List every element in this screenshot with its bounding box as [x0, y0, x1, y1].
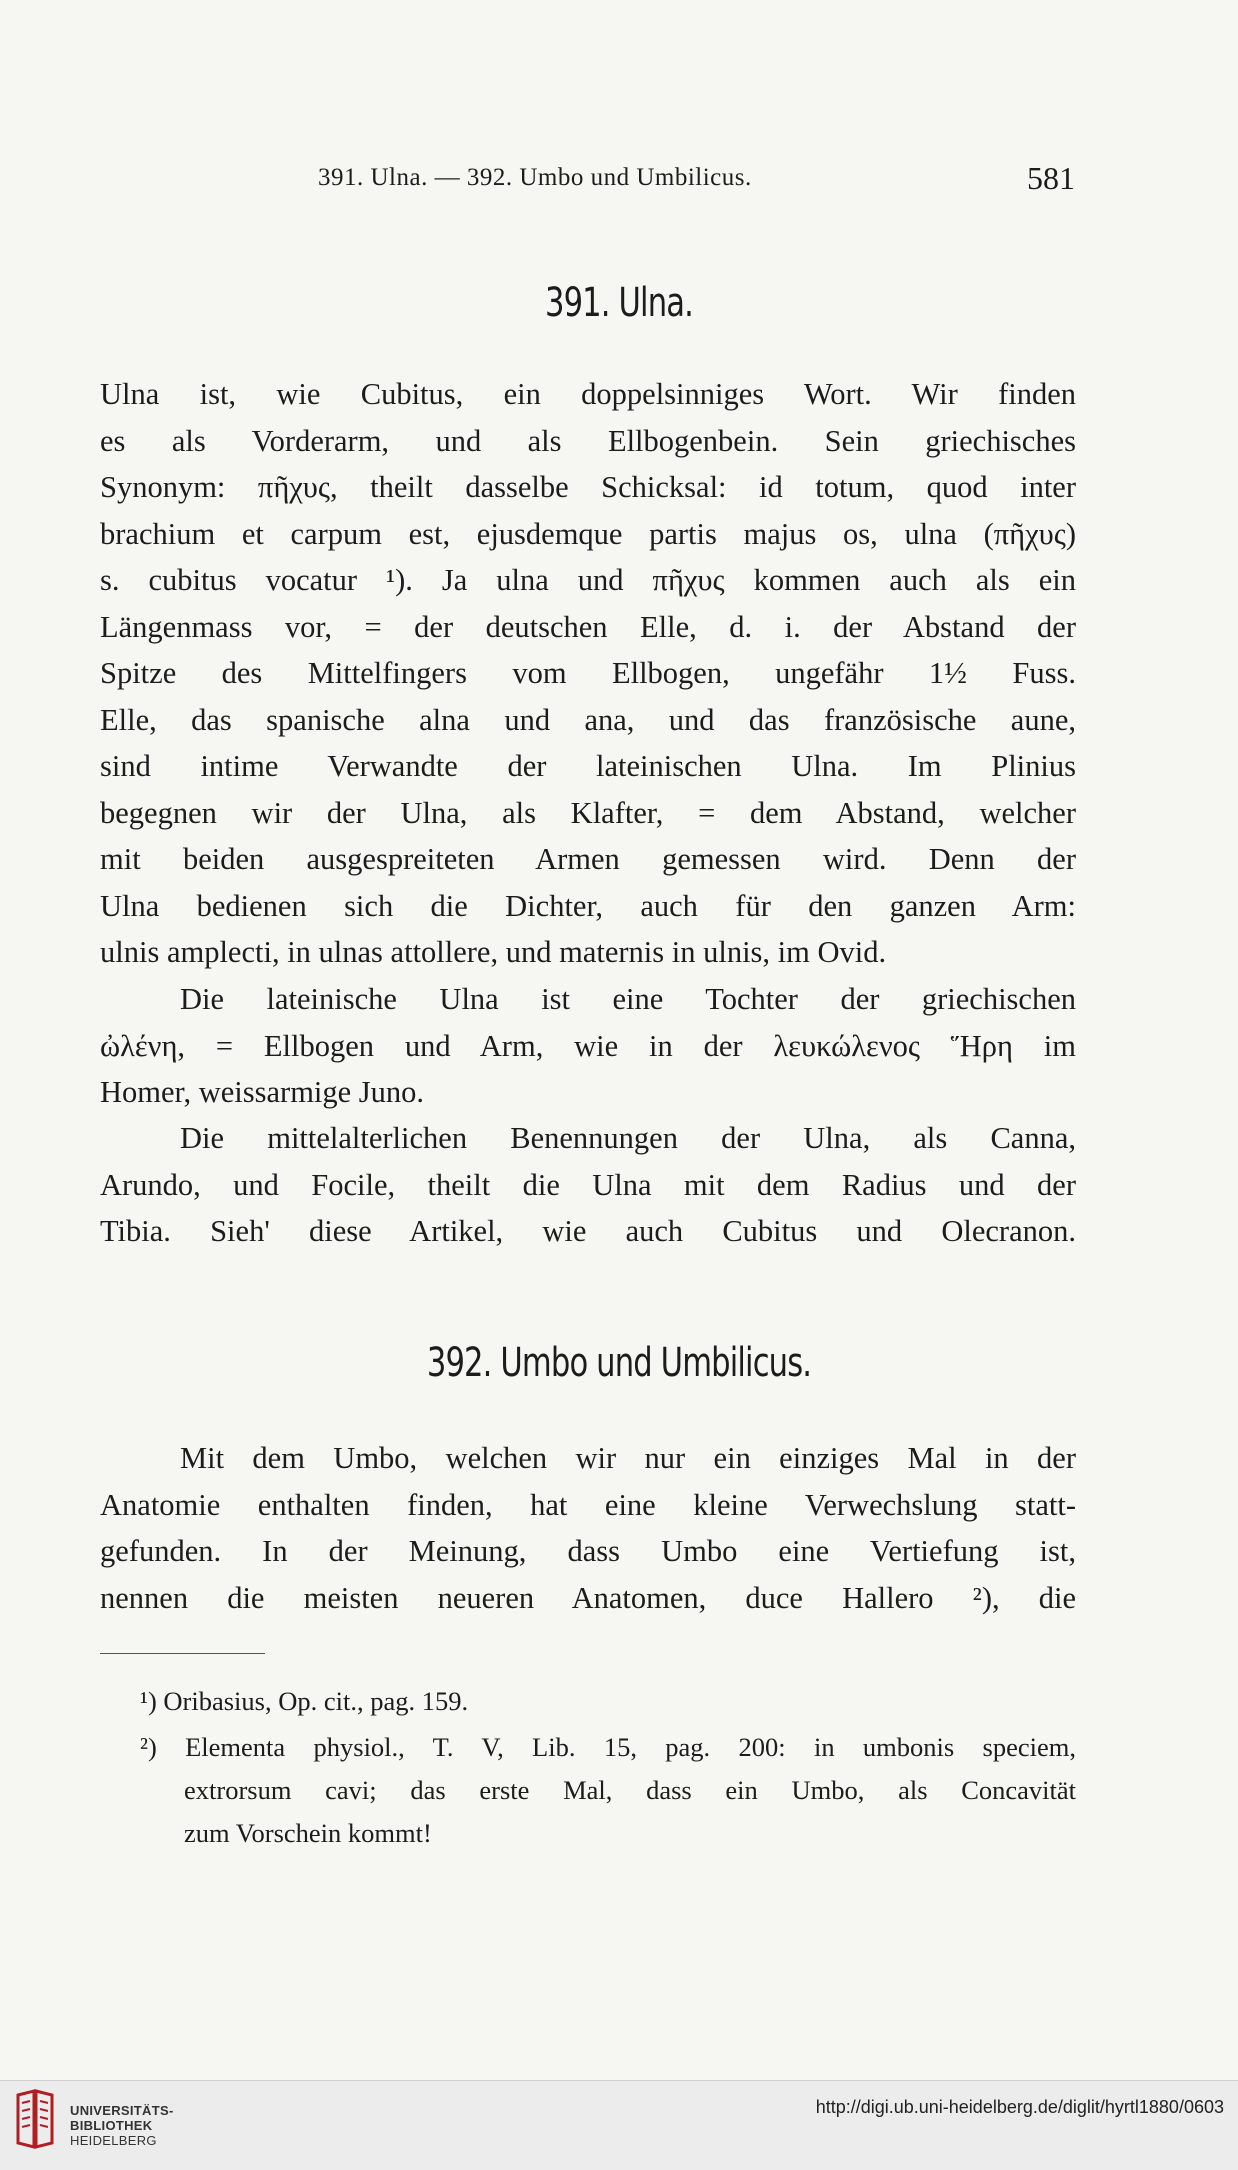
footnote-2: [100, 1726, 1076, 1855]
library-name-line: BIBLIOTHEK: [70, 2118, 153, 2133]
library-name-line: UNIVERSITÄTS-: [70, 2103, 174, 2118]
section-392-paragraph-1: [100, 1435, 1076, 1621]
text-line: Spitze des Mittelfingers vom Ellbogen, ungefähr 1½ Fuss.: [100, 656, 1076, 690]
text-line: Synonym: πῆχυς, theilt dasselbe Schicksal: id totum, quod inter: [100, 470, 1076, 504]
section-391-paragraph-3: [100, 1115, 1076, 1255]
library-name-line: HEIDELBERG: [70, 2133, 157, 2148]
section-391-paragraph-2: [100, 976, 1076, 1116]
section-391-heading: 391. Ulna.: [544, 280, 694, 326]
text-line: Mit dem Umbo, welchen wir nur ein einziges Mal in der: [180, 1441, 1076, 1475]
section-391-paragraph-1: [100, 371, 1076, 976]
permalink-url[interactable]: http://digi.ub.uni-heidelberg.de/diglit/hyrtl1880/0603: [815, 2097, 1224, 2117]
text-line: nennen die meisten neueren Anatomen, duce Hallero ²), die: [100, 1580, 1076, 1615]
library-footer: [0, 2080, 1238, 2170]
text-line: Arundo, und Focile, theilt die Ulna mit dem Radius und der: [100, 1167, 1076, 1202]
text-line: ὠλένη, = Ellbogen und Arm, wie in der λευκώλενος Ἥρη im: [100, 1028, 1076, 1063]
footnote-text: ¹) Oribasius, Op. cit., pag. 159.: [140, 1686, 469, 1716]
text-line: Homer, weissarmige Juno.: [100, 1075, 425, 1109]
running-header: [100, 160, 1075, 200]
library-name: [70, 2103, 174, 2148]
text-line: begegnen wir der Ulna, als Klafter, = dem Abstand, welcher: [100, 795, 1076, 830]
text-line: Tibia. Sieh' diese Artikel, wie auch Cubitus und Olecranon.: [100, 1214, 1076, 1248]
text-line: s. cubitus vocatur ¹). Ja ulna und πῆχυς kommen auch als ein: [100, 563, 1076, 597]
footnote-text: zum Vorschein kommt!: [184, 1818, 432, 1848]
text-line: Die mittelalterlichen Benennungen der Ulna, als Canna,: [180, 1121, 1076, 1155]
text-line: Ulna ist, wie Cubitus, ein doppelsinniges Wort. Wir finden: [100, 377, 1076, 411]
page-number: 581: [1027, 160, 1075, 196]
text-line: sind intime Verwandte der lateinischen Ulna. Im Plinius: [100, 749, 1076, 783]
text-line: brachium et carpum est, ejusdemque partis majus os, ulna (πῆχυς): [100, 516, 1076, 551]
text-line: Ulna bedienen sich die Dichter, auch für den ganzen Arm:: [100, 888, 1076, 923]
running-title: 391. Ulna. — 392. Umbo und Umbilicus.: [318, 164, 752, 191]
footnote-1: [100, 1680, 1076, 1723]
footnote-divider: [100, 1653, 265, 1654]
text-line: es als Vorderarm, und als Ellbogenbein. Sein griechisches: [100, 423, 1076, 458]
footnote-text: ²) Elementa physiol., T. V, Lib. 15, pag. 200: in umbonis speciem,: [140, 1732, 1076, 1762]
text-line: mit beiden ausgespreiteten Armen gemessen wird. Denn der: [100, 842, 1076, 876]
text-line: Anatomie enthalten finden, hat eine kleine Verwechslung statt-: [100, 1487, 1076, 1522]
university-library-logo-icon: [14, 2089, 56, 2151]
text-line: ulnis amplecti, in ulnas attollere, und maternis in ulnis, im Ovid.: [100, 935, 887, 969]
footnote-text: extrorsum cavi; das erste Mal, dass ein Umbo, als Concavität: [184, 1775, 1076, 1805]
text-line: Elle, das spanische alna und ana, und das französische aune,: [100, 702, 1076, 737]
text-line: gefunden. In der Meinung, dass Umbo eine Vertiefung ist,: [100, 1534, 1076, 1568]
text-line: Längenmass vor, = der deutschen Elle, d. i. der Abstand der: [100, 609, 1076, 644]
text-line: Die lateinische Ulna ist eine Tochter der griechischen: [180, 982, 1076, 1016]
section-392-heading: 392. Umbo und Umbilicus.: [426, 1340, 812, 1386]
